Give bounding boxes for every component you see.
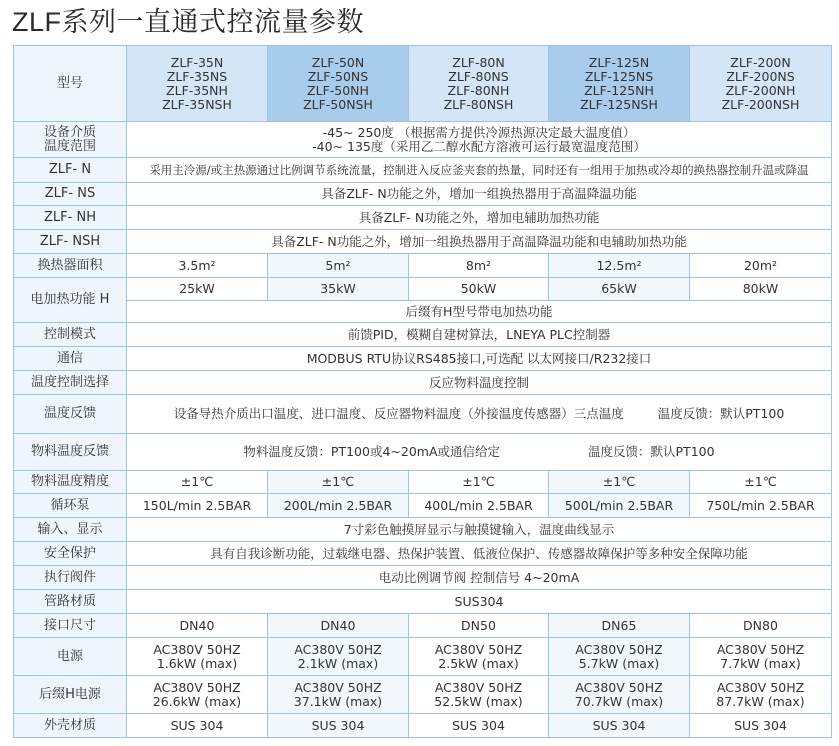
row-pump xyxy=(14,494,832,518)
row-hx-area xyxy=(14,254,832,278)
row-label: 电加热功能 H xyxy=(14,278,127,323)
row-label: 接口尺寸 xyxy=(14,614,127,638)
row-label: 温度反馈 xyxy=(14,395,127,434)
model-col-80: ZLF-80N ZLF-80NS ZLF-80NH ZLF-80NSH xyxy=(409,46,549,122)
row-label: 控制模式 xyxy=(14,323,127,347)
row-value: 具备ZLF- N功能之外，增加一组换热器用于高温降温功能和电辅助加热功能 xyxy=(127,230,832,254)
row-label: 设备介质 温度范围 xyxy=(14,122,127,158)
row-value: 具备ZLF- N功能之外，增加一组换热器用于高温降温功能 xyxy=(127,183,832,206)
cell: ±1℃ xyxy=(690,471,832,494)
cell: SUS 304 xyxy=(409,714,549,738)
row-zlf-nsh xyxy=(14,230,832,254)
cell: ±1℃ xyxy=(409,471,549,494)
model-col-125: ZLF-125N ZLF-125NS ZLF-125NH ZLF-125NSH xyxy=(549,46,690,122)
spec-table xyxy=(13,45,832,738)
row-temp-feedback xyxy=(14,395,832,434)
row-value: 具备ZLF- N功能之外，增加电辅助加热功能 xyxy=(127,206,832,230)
cell: ±1℃ xyxy=(549,471,690,494)
cell: 400L/min 2.5BAR xyxy=(409,494,549,518)
row-safety xyxy=(14,542,832,566)
row-port xyxy=(14,614,832,638)
row-value: 后缀有H型号带电加热功能 xyxy=(127,301,832,323)
cell: AC380V 50HZ 2.1kW (max) xyxy=(268,638,409,676)
row-value: 具有自我诊断功能，过载继电器、热保护装置、低液位保护、传感器故障保护等多种安全保障功能 xyxy=(127,542,832,566)
row-label: 后缀H电源 xyxy=(14,676,127,714)
row-temp-range xyxy=(14,122,832,158)
model-col-200: ZLF-200N ZLF-200NS ZLF-200NH ZLF-200NSH xyxy=(690,46,832,122)
cell: ±1℃ xyxy=(127,471,268,494)
row-value: 反应物料温度控制 xyxy=(127,371,832,395)
cell: AC380V 50HZ 2.5kW (max) xyxy=(409,638,549,676)
row-control-mode xyxy=(14,323,832,347)
row-shell xyxy=(14,714,832,738)
cell: 80kW xyxy=(690,278,832,301)
cell: 750L/min 2.5BAR xyxy=(690,494,832,518)
row-label: 安全保护 xyxy=(14,542,127,566)
row-zlf-nh xyxy=(14,206,832,230)
row-valve xyxy=(14,566,832,590)
row-elec-heat xyxy=(14,278,832,301)
cell: 12.5m² xyxy=(549,254,690,278)
row-label: 执行阀件 xyxy=(14,566,127,590)
row-value: MODBUS RTU协议RS485接口,可选配 以太网接口/R232接口 xyxy=(127,347,832,371)
row-zlf-n xyxy=(14,158,832,183)
row-mat-feedback xyxy=(14,434,832,471)
row-label: 循环泵 xyxy=(14,494,127,518)
row-label: 外壳材质 xyxy=(14,714,127,738)
row-label: ZLF- NSH xyxy=(14,230,127,254)
row-label: 电源 xyxy=(14,638,127,676)
cell: 5m² xyxy=(268,254,409,278)
cell: DN65 xyxy=(549,614,690,638)
row-label: ZLF- NS xyxy=(14,183,127,206)
cell: AC380V 50HZ 26.6kW (max) xyxy=(127,676,268,714)
row-value: 设备导热介质出口温度、进口温度、反应器物料温度（外接温度传感器）三点温度 温度反馈：默认PT100 xyxy=(127,395,832,434)
model-col-35: ZLF-35N ZLF-35NS ZLF-35NH ZLF-35NSH xyxy=(127,46,268,122)
cell: AC380V 50HZ 37.1kW (max) xyxy=(268,676,409,714)
cell: ±1℃ xyxy=(268,471,409,494)
cell: DN80 xyxy=(690,614,832,638)
cell: SUS 304 xyxy=(690,714,832,738)
row-accuracy xyxy=(14,471,832,494)
cell: DN40 xyxy=(127,614,268,638)
row-label: 物料温度精度 xyxy=(14,471,127,494)
cell: 50kW xyxy=(409,278,549,301)
row-value: 7寸彩色触摸屏显示与触摸键输入，温度曲线显示 xyxy=(127,518,832,542)
cell: SUS 304 xyxy=(127,714,268,738)
row-value: 电动比例调节阀 控制信号 4~20mA xyxy=(127,566,832,590)
cell: 200L/min 2.5BAR xyxy=(268,494,409,518)
model-label: 型号 xyxy=(14,46,127,122)
cell: DN50 xyxy=(409,614,549,638)
page-title: ZLF系列一直通式控流量参数 xyxy=(12,7,365,37)
cell: 25kW xyxy=(127,278,268,301)
cell: AC380V 50HZ 70.7kW (max) xyxy=(549,676,690,714)
cell: SUS 304 xyxy=(268,714,409,738)
cell: 65kW xyxy=(549,278,690,301)
row-label: ZLF- N xyxy=(14,158,127,183)
cell: 8m² xyxy=(409,254,549,278)
row-value: 采用主冷源/或主热源通过比例调节系统流量，控制进入反应釜夹套的热量，同时还有一组用于加热或冷却的换热器控制升温或降温 xyxy=(127,158,832,183)
row-elec-heat-note xyxy=(14,301,832,323)
cell: SUS 304 xyxy=(549,714,690,738)
row-value: -45~ 250度 （根据需方提供冷源热源决定最大温度值） -40~ 135度（采用乙二醇水配方溶液可运行最宽温度范围） xyxy=(127,122,832,158)
row-label: 换热器面积 xyxy=(14,254,127,278)
cell: DN40 xyxy=(268,614,409,638)
cell: AC380V 50HZ 52.5kW (max) xyxy=(409,676,549,714)
cell: AC380V 50HZ 87.7kW (max) xyxy=(690,676,832,714)
row-label: 温度控制选择 xyxy=(14,371,127,395)
cell: AC380V 50HZ 1.6kW (max) xyxy=(127,638,268,676)
row-value: SUS304 xyxy=(127,590,832,614)
cell: 35kW xyxy=(268,278,409,301)
row-power xyxy=(14,638,832,676)
cell: 20m² xyxy=(690,254,832,278)
row-label: 管路材质 xyxy=(14,590,127,614)
row-temp-ctrl xyxy=(14,371,832,395)
row-value: 物料温度反馈：PT100或4~20mA或通信给定 温度反馈：默认PT100 xyxy=(127,434,832,471)
header-row xyxy=(14,46,832,122)
row-label: ZLF- NH xyxy=(14,206,127,230)
row-power-h xyxy=(14,676,832,714)
row-label: 输入、显示 xyxy=(14,518,127,542)
cell: 500L/min 2.5BAR xyxy=(549,494,690,518)
cell: AC380V 50HZ 7.7kW (max) xyxy=(690,638,832,676)
cell: 3.5m² xyxy=(127,254,268,278)
model-col-50: ZLF-50N ZLF-50NS ZLF-50NH ZLF-50NSH xyxy=(268,46,409,122)
row-label: 通信 xyxy=(14,347,127,371)
row-comm xyxy=(14,347,832,371)
row-value: 前馈PID，模糊自建树算法，LNEYA PLC控制器 xyxy=(127,323,832,347)
row-io xyxy=(14,518,832,542)
row-zlf-ns xyxy=(14,183,832,206)
cell: AC380V 50HZ 5.7kW (max) xyxy=(549,638,690,676)
row-label: 物料温度反馈 xyxy=(14,434,127,471)
row-pipe xyxy=(14,590,832,614)
cell: 150L/min 2.5BAR xyxy=(127,494,268,518)
